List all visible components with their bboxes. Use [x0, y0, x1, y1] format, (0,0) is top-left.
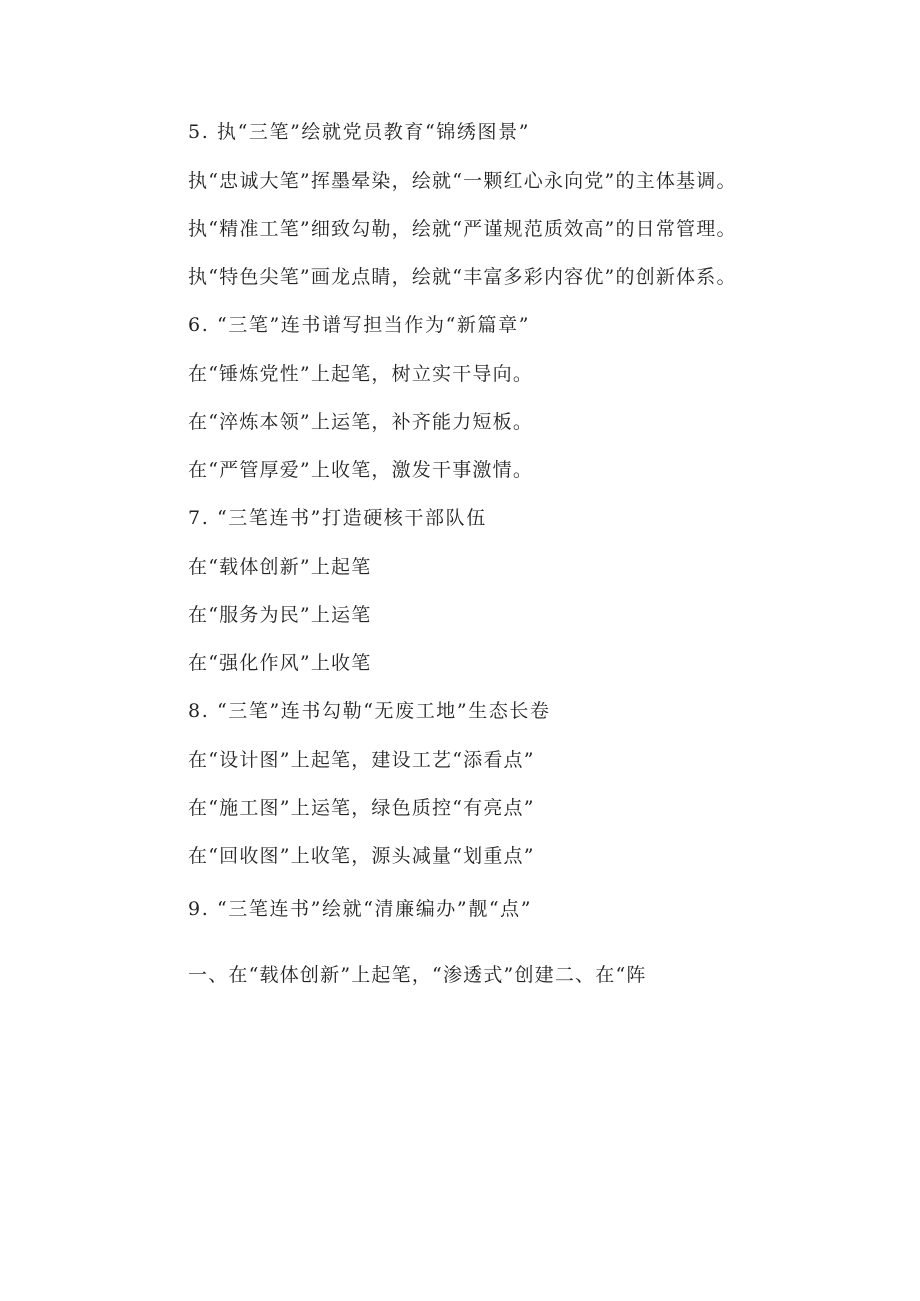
section-8-heading: 8. “三笔”连书勾勒“无废工地”生态长卷 [188, 700, 551, 722]
text-line: 执“特色尖笔”画龙点睛，绘就“丰富多彩内容优”的创新体系。 [188, 266, 737, 288]
text-line: 一、在“载体创新”上起笔，“渗透式”创建二、在“阵 [188, 964, 647, 986]
section-7-heading: 7. “三笔连书”打造硬核干部队伍 [188, 507, 487, 529]
text-line: 在“服务为民”上运笔 [188, 604, 372, 626]
text-line: 执“忠诚大笔”挥墨晕染，绘就“一颗红心永向党”的主体基调。 [188, 170, 737, 192]
text-line: 在“施工图”上运笔，绿色质控“有亮点” [188, 797, 535, 819]
text-line: 在“锤炼党性”上起笔，树立实干导向。 [188, 363, 534, 385]
text-line: 在“强化作风”上收笔 [188, 652, 372, 674]
text-line: 在“严管厚爱”上收笔，激发干事激情。 [188, 459, 534, 481]
text-line: 在“载体创新”上起笔 [188, 556, 372, 578]
section-5-heading: 5. 执“三笔”绘就党员教育“锦绣图景” [188, 121, 531, 143]
text-line: 在“淬炼本领”上运笔，补齐能力短板。 [188, 411, 534, 433]
text-line: 在“设计图”上起笔，建设工艺“添看点” [188, 749, 535, 771]
section-6-heading: 6. “三笔”连书谱写担当作为“新篇章” [188, 314, 531, 336]
text-line: 执“精准工笔”细致勾勒，绘就“严谨规范质效高”的日常管理。 [188, 218, 737, 240]
section-9-heading: 9. “三笔连书”绘就“清廉编办”靓“点” [188, 898, 533, 920]
text-line: 在“回收图”上收笔，源头减量“划重点” [188, 845, 535, 867]
